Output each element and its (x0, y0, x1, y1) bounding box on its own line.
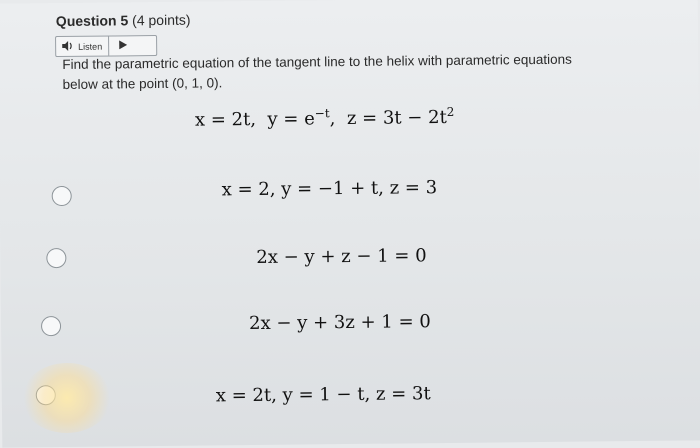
listen-label: Listen (78, 41, 103, 52)
option-2-radio[interactable] (46, 248, 66, 268)
listen-control[interactable] (56, 37, 109, 57)
given-y: $y = e^{-t}$, (267, 106, 336, 130)
given-z: $z = 3t - 2t^2$ (346, 104, 455, 130)
question-points: (4 points) (132, 11, 191, 29)
option-1-radio[interactable] (52, 186, 72, 206)
option-3-text[interactable]: 2x − y + 3z + 1 = 0 (248, 311, 431, 335)
option-4-radio[interactable] (36, 385, 56, 405)
question-title (56, 12, 191, 29)
given-equations (195, 105, 455, 131)
light-glare (21, 363, 112, 434)
play-icon[interactable] (109, 40, 127, 51)
given-x: x = 2t, (194, 108, 257, 131)
question-prompt: Find the parametric equation of the tangent line to the helix with parametric equations below at the point (0, 1, 0). (62, 51, 572, 93)
option-2-text[interactable]: 2x − y + z − 1 = 0 (256, 245, 427, 268)
option-1-text[interactable]: x = 2, y = −1 + t, z = 3 (221, 177, 438, 201)
speaker-icon (62, 40, 74, 52)
question-number: Question 5 (55, 12, 129, 30)
option-4-text[interactable]: x = 2t, y = 1 − t, z = 3t (215, 383, 431, 407)
option-3-radio[interactable] (41, 316, 61, 336)
